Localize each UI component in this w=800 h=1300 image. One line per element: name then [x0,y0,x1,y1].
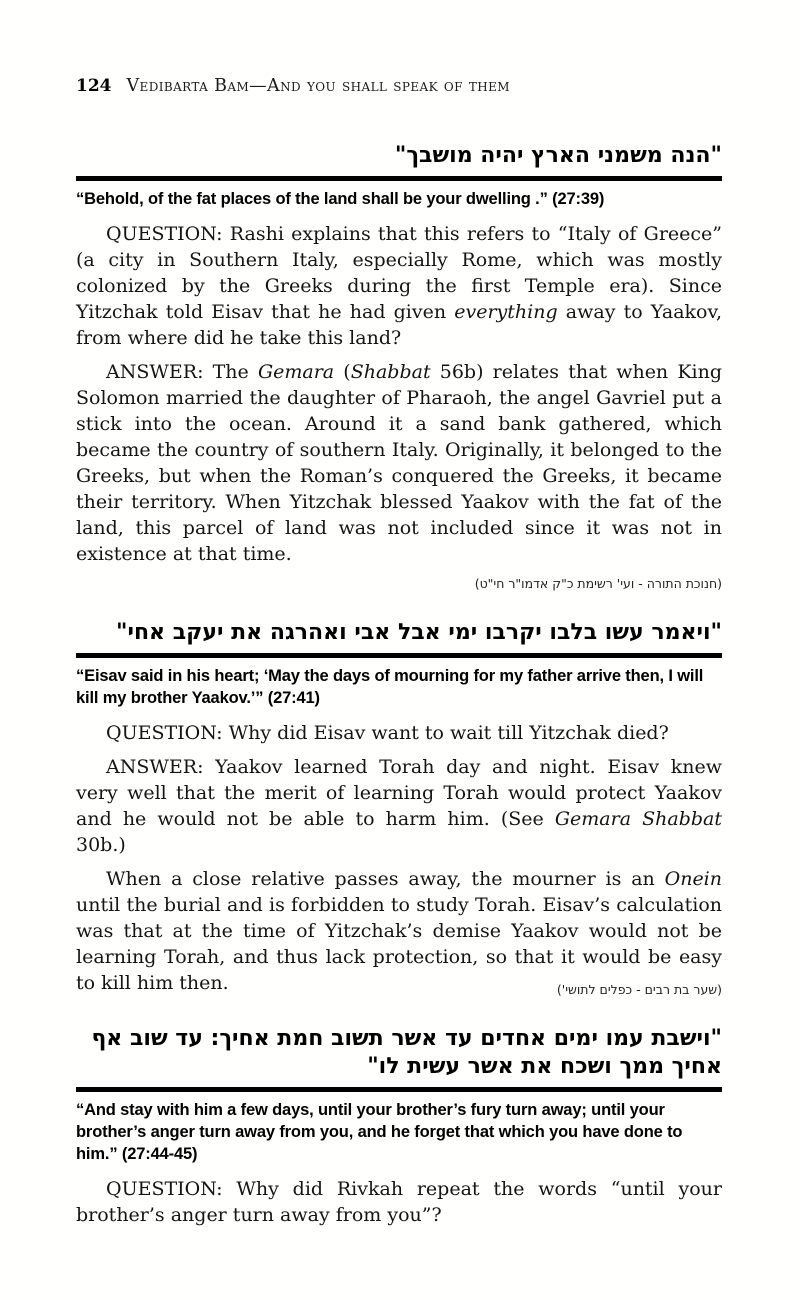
hebrew-verse-header: "וישבת עמו ימים אחדים עד אשר תשוב חמת אחיך: עד שוב אף אחיך ממך ושכח את אשר עשית לו" [91,1026,722,1079]
page-content [76,76,722,1254]
hebrew-verse-header: "ויאמר עשו בלבו יקרבו ימי אבל אבי ואהרגה את יעקב אחי" [116,620,722,645]
source-citation: (שער בת רבים - כפלים לתושי') [556,982,722,997]
italic-text-segment: Shabbat [350,361,431,383]
italic-text-segment: Gemara Shabbat [554,808,722,830]
commentary-section-1 [76,142,722,593]
hebrew-verse-header: "הנה משמני הארץ יהיה מושבך" [394,143,722,168]
question-paragraph: QUESTION: Why did Rivkah repeat the words “until your brother’s anger turn away from you”? [76,1178,722,1226]
text-segment: away to Yaakov, from where did he take this land? [76,301,722,349]
divider-rule [76,176,722,181]
text-segment: ANSWER: The [106,361,258,383]
commentary-section-3 [76,1025,722,1228]
text-segment: 30b.) [76,834,126,856]
page-number: 124 [76,76,112,96]
divider-rule [76,653,722,658]
text-segment: QUESTION: Rashi explains that this refers to “Italy of Greece” (a city in Southern Italy, especially Rome, which was mostly colonized by the Greeks during the first Temple era). Since Yitzchak told Eisav that he had given [76,223,722,323]
running-head [76,76,722,96]
commentary-section-2 [76,619,722,999]
italic-text-segment: Gemara [257,361,335,383]
answer-paragraph [76,754,722,858]
verse-translation: “Eisav said in his heart; ‘May the days of mourning for my father arrive then, I will kill my brother Yaakov.’” (27:41) [76,667,704,707]
text-segment: until the burial and is forbidden to study Torah. Eisav’s calculation was that at the time of Yitzchak’s demise Yaakov would not be learning Torah, and thus lack protection, so that it would be easy to kill him then. [76,894,722,994]
text-segment: 56b) relates that when King Solomon married the daughter of Pharaoh, the angel Gavriel put a stick into the ocean. Around it a sand bank gathered, which became the country of southern Italy. Originally, it belonged to the Greeks, but when the Roman’s conquered the Greeks, it became their territory. When Yitzchak blessed Yaakov with the fat of the land, this parcel of land was not included since it was not in existence at that time. [76,361,723,565]
text-segment: ANSWER: Yaakov learned Torah day and night. Eisav knew very well that the merit of learning Torah would protect Yaakov and he would not be able to harm him. (See [76,756,722,830]
answer-paragraph [76,359,722,567]
answer-continuation-paragraph [76,866,722,996]
question-paragraph [76,221,722,351]
text-segment: ( [334,361,351,383]
question-paragraph: QUESTION: Why did Eisav want to wait till Yitzchak died? [106,722,669,744]
italic-text-segment: everything [454,301,558,323]
italic-text-segment: Onein [664,868,722,890]
source-citation: (חנוכת התורה - ועי' רשימת כ"ק אדמו"ר חי"ט) [474,576,722,591]
divider-rule [76,1087,722,1092]
text-segment: When a close relative passes away, the mourner is an [106,868,665,890]
verse-translation: “Behold, of the fat places of the land shall be your dwelling .” (27:39) [76,190,605,208]
running-title: Vedibarta Bam—And you shall speak of them [126,76,510,96]
verse-translation: “And stay with him a few days, until your brother’s fury turn away; until your brother’s anger turn away from you, and he forget that which you have done to him.” (27:44-45) [76,1101,683,1163]
